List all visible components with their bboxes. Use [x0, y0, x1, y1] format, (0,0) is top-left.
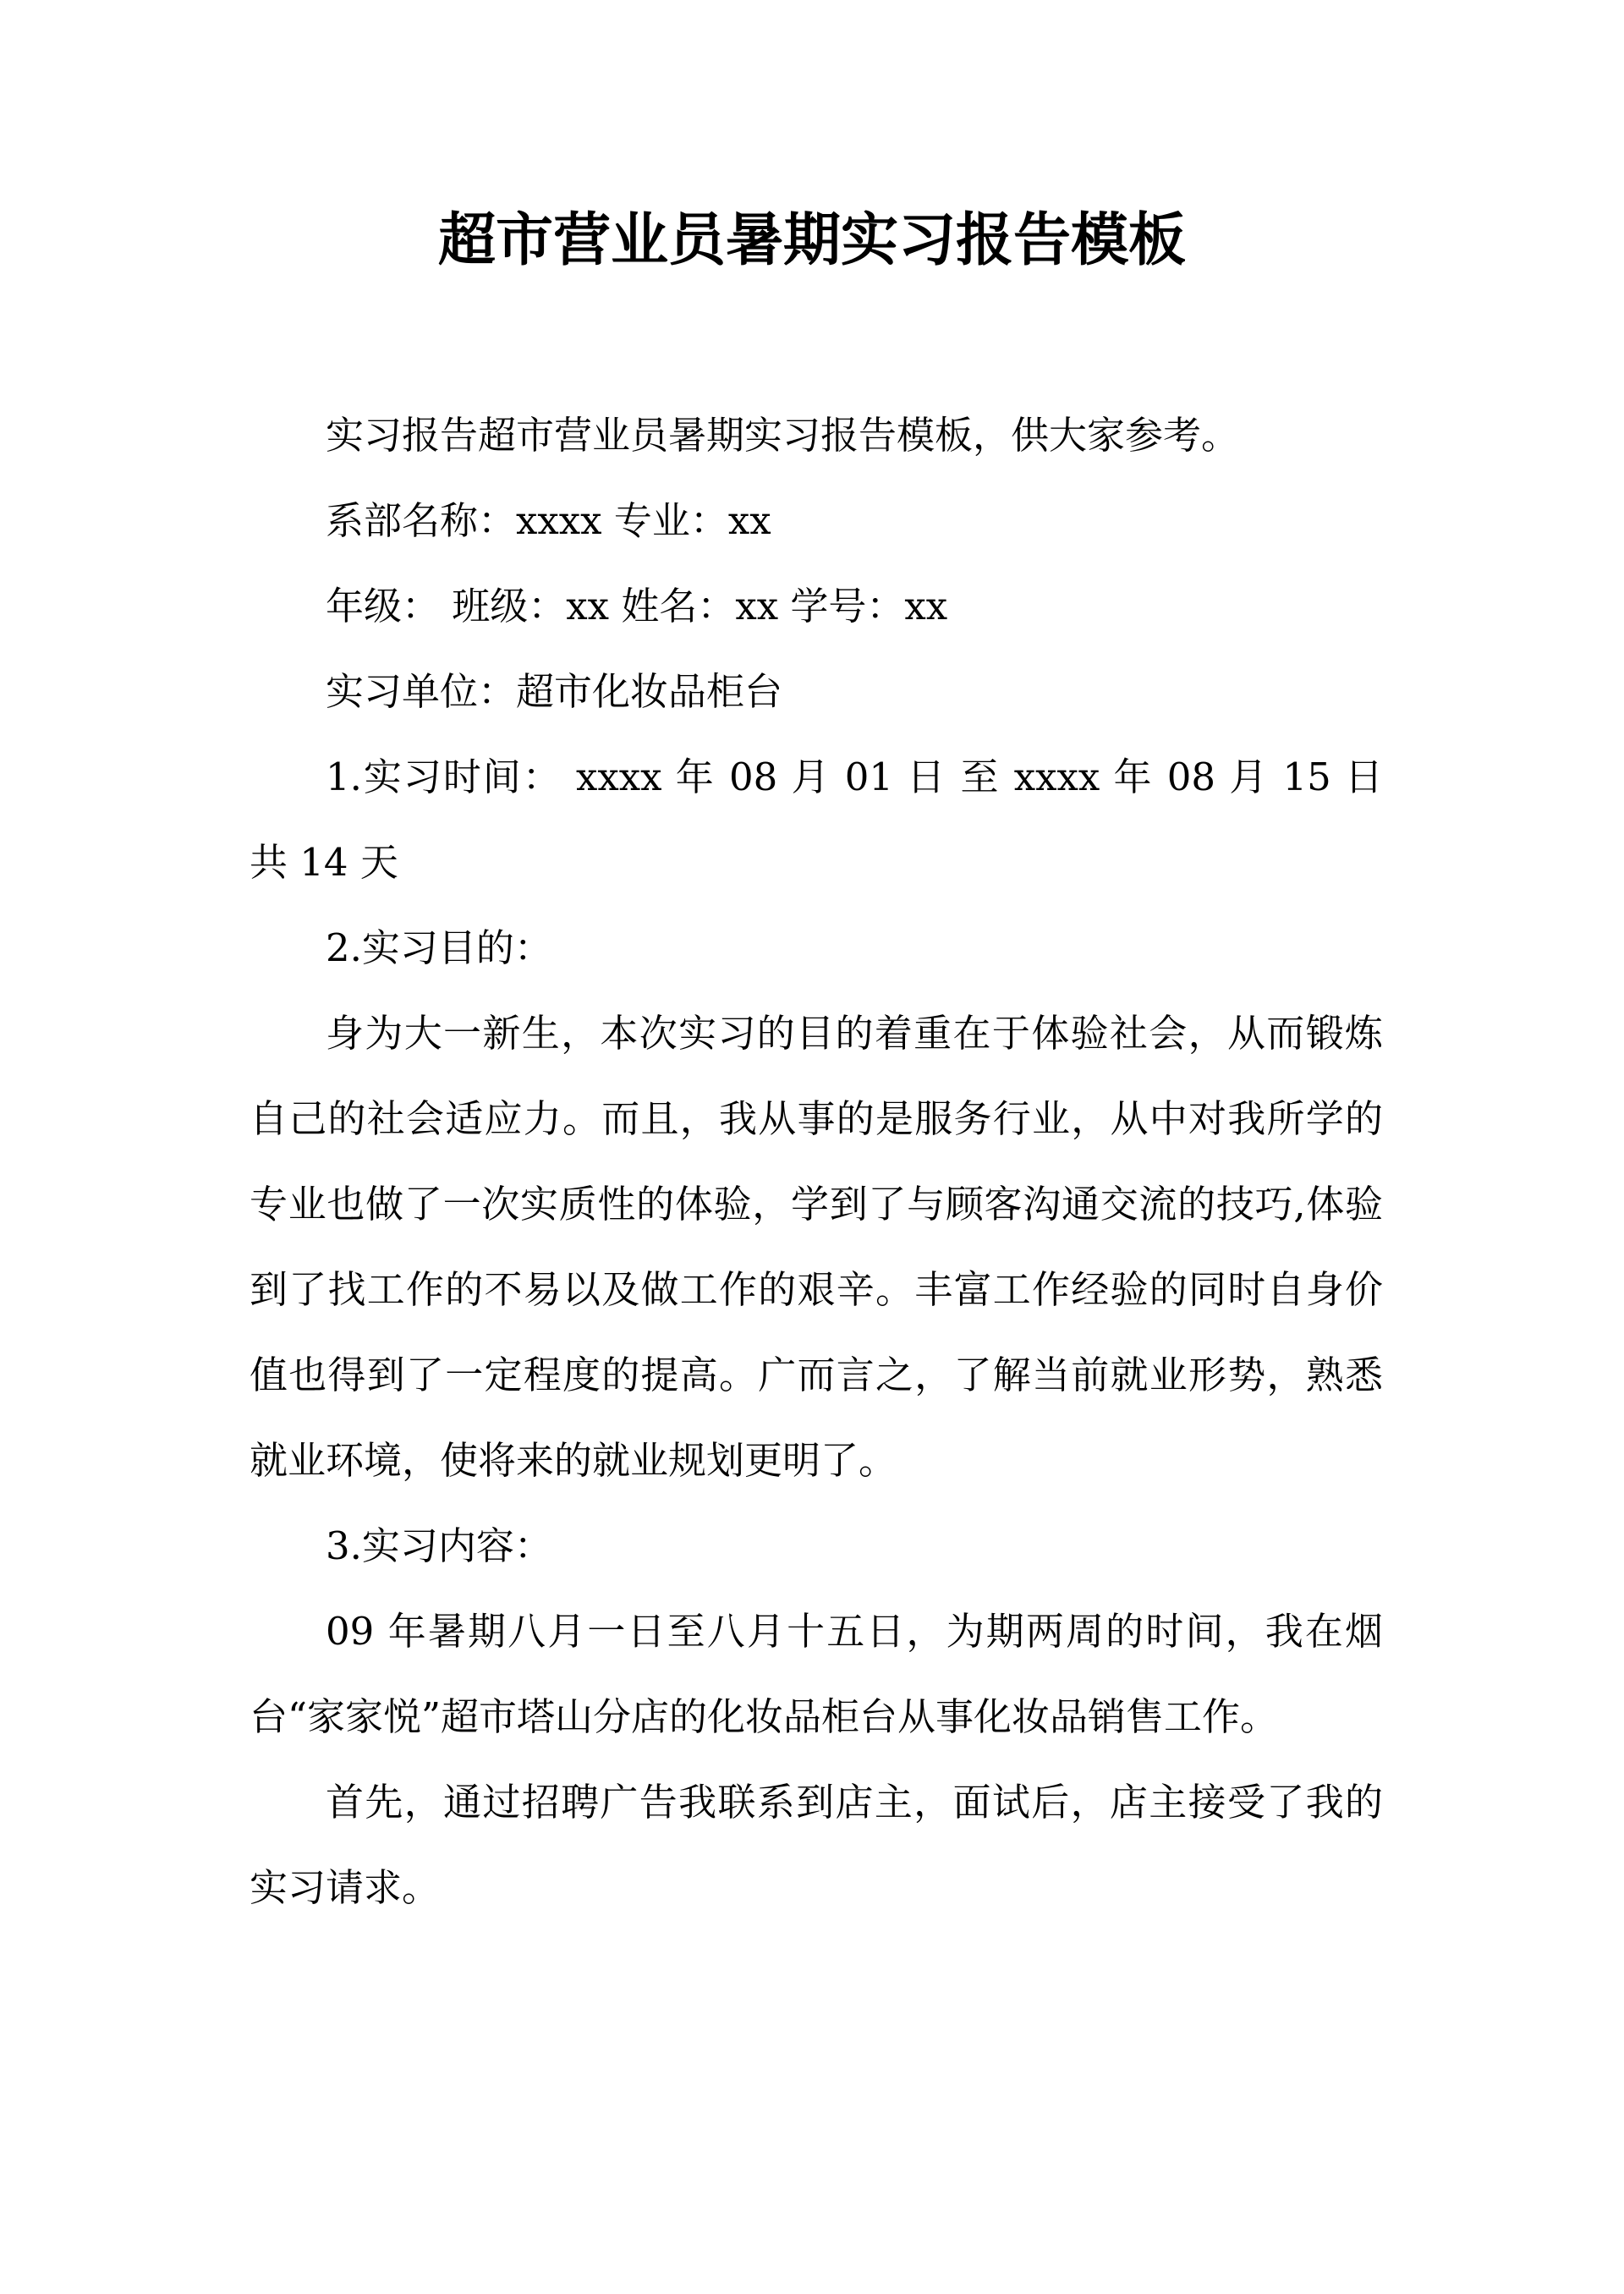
purpose-heading: 2.实习目的：: [326, 925, 552, 970]
first-step-paragraph: 首先，通过招聘广告我联系到店主，面试后，店主接受了我的实习请求。: [250, 1780, 1383, 1910]
document-body: [250, 392, 1383, 1930]
internship-time-line: 1.实习时间： xxxx 年 08 月 01 日 至 xxxx 年 08 月 15 日 共 14 天: [250, 755, 1383, 885]
content-paragraph: 09 年暑期八月一日至八月十五日，为期两周的时间，我在烟台“家家悦”超市塔山分店的化妆品柜台从事化妆品销售工作。: [250, 1609, 1383, 1739]
internship-unit-line: 实习单位：超市化妆品柜台: [326, 669, 783, 714]
purpose-paragraph: 身为大一新生，本次实习的目的着重在于体验社会，从而锻炼自己的社会适应力。而且，我从事的是服务行业，从中对我所学的专业也做了一次实质性的体验，学到了与顾客沟通交流的技巧,体验到了找工作的不易以及做工作的艰辛。丰富工作经验的同时自身价值也得到了一定程度的提高。广而言之，了解当前就业形势，熟悉就业环境，使将来的就业规划更明了。: [250, 1011, 1383, 1483]
content-heading: 3.实习内容：: [326, 1523, 552, 1568]
document-title: 超市营业员暑期实习报告模板: [437, 207, 1186, 274]
department-line: 系部名称：xxxx 专业：xx: [326, 498, 771, 543]
grade-class-line: 年级： 班级：xx 姓名：xx 学号：xx: [326, 584, 948, 628]
intro-paragraph: 实习报告超市营业员暑期实习报告模板，供大家参考。: [326, 413, 1240, 458]
